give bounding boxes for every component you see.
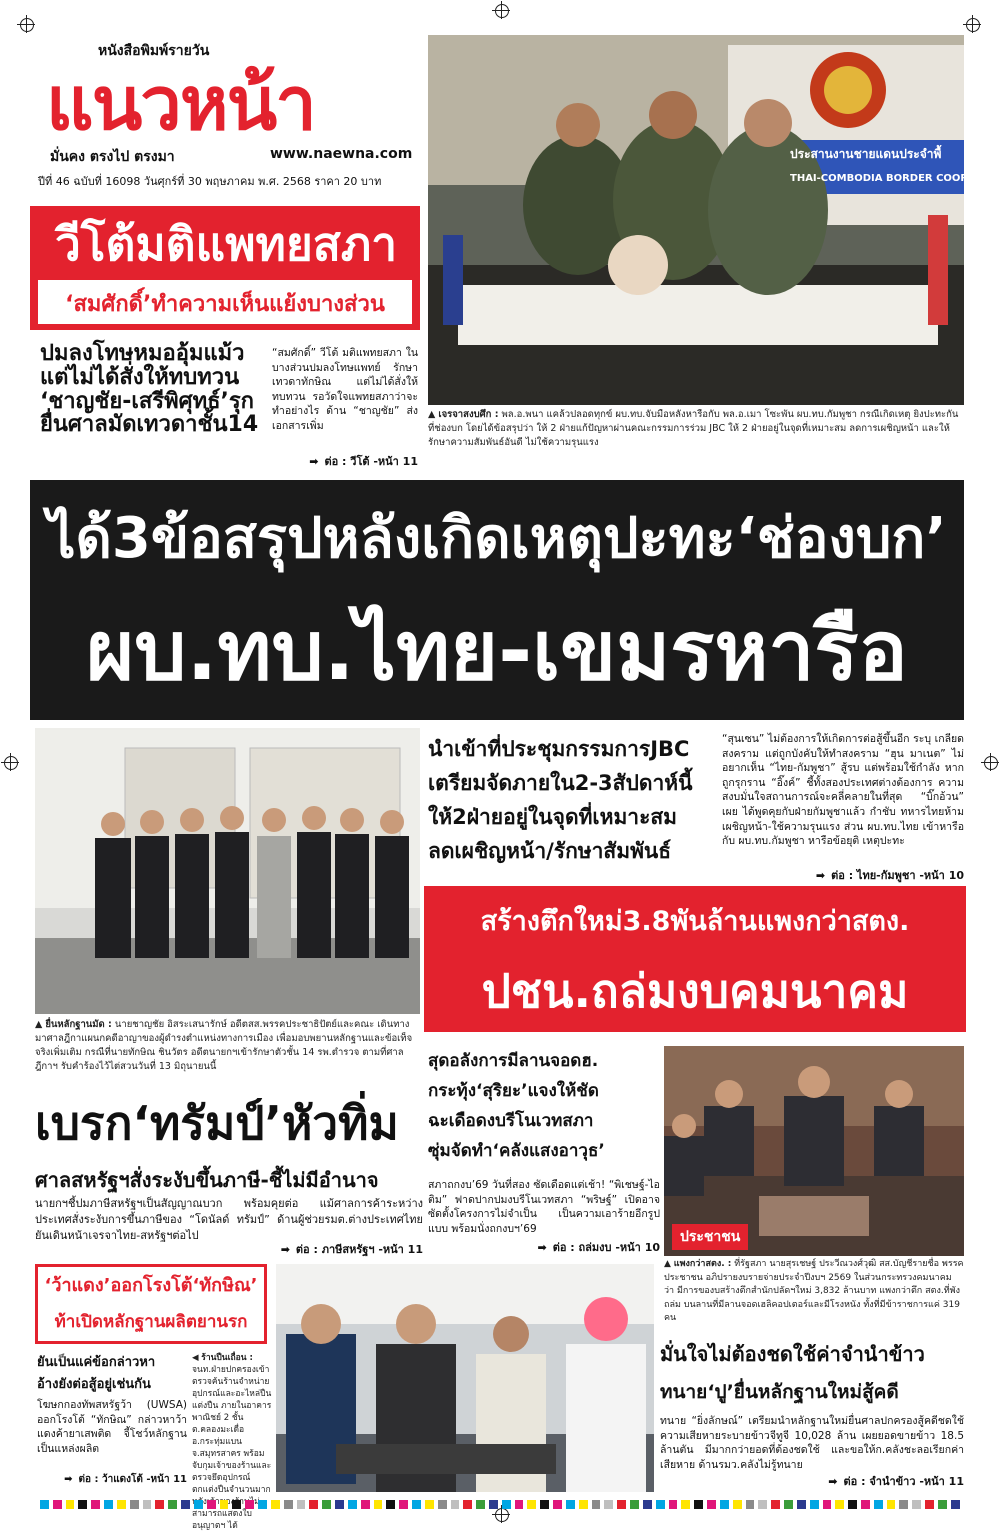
gun-photo-caption <box>192 1352 272 1531</box>
building-continued-text: ต่อ : ถล่มงบ -หน้า 10 <box>552 1241 660 1254</box>
parliament-photo-caption <box>664 1258 964 1328</box>
color-swatch <box>951 1500 960 1509</box>
registration-mark-left <box>4 756 18 770</box>
border-sub-line: ให้2ฝ่ายอยู่ในจุดที่เหมาะสม <box>428 805 678 829</box>
border-continued[interactable] <box>722 866 964 884</box>
red-headline-line2: ท้าเปิดหลักฐานผลิตยานรก <box>54 1312 248 1332</box>
color-swatch <box>104 1500 113 1509</box>
color-swatch <box>553 1500 562 1509</box>
top-photo-illustration <box>428 35 977 405</box>
rice-body: ทนาย “ยิ่งลักษณ์” เตรียมนำหลักฐานใหม่ยื่นศาลปกครองสู้คดีชดใช้ความเสียหายระบายข้าวจีทูจี 10,028 ล้าน เผยยอดขายข้าว 18.5 ล้านตัน มีมากกว่ายอดที่ต้องชดใช้ และขอให้ก.คลังชะลอเรียกค่าเสียหาย ด้านรมว.คลังไม่รู้ทนาย <box>660 1415 964 1471</box>
red-headline-line1: ‘ว้าแดง’ออกโรงโต้‘ทักษิณ’ <box>44 1275 258 1296</box>
building-continued[interactable] <box>428 1238 660 1256</box>
council-subhead-box <box>38 280 412 324</box>
color-swatch <box>53 1500 62 1509</box>
arrow-right-icon: ➡ <box>280 1243 290 1256</box>
trump-continued[interactable] <box>35 1240 423 1258</box>
color-swatch <box>220 1500 229 1509</box>
color-swatch <box>194 1500 203 1509</box>
red-sub-line: อ้างยังต่อสู้อยู่เช่นกัน <box>37 1377 151 1392</box>
trump-body: นายกฯชี้ปมภาษีสหรัฐฯเป็นสัญญาณบวก พร้อมคุยต่อ แม้ศาลการค้าระหว่างประเทศสั่งระงับการขึ้นภาษีของ “โดนัลด์ ทรัมป์” ด้านผู้ช่วยรมต.ต่างประเทศไทยยันเดินหน้าเจรจาไทย-สหรัฐฯต่อไป <box>35 1197 423 1242</box>
registration-mark-top-left <box>20 18 34 32</box>
color-swatch <box>78 1500 87 1509</box>
caption-arrow-icon: ▲ <box>35 1019 46 1030</box>
red-body: โฆษกกองทัพสหรัฐว้า (UWSA) ออกโรงโต้ “ทักษิณ” กล่าวหาว้าแดงค้ายาเสพติด จี้โชว์หลักฐานเป็นแหล่งผลิต <box>37 1399 187 1455</box>
color-swatch <box>130 1500 139 1509</box>
registration-mark-top <box>495 4 509 18</box>
color-swatch <box>925 1500 934 1509</box>
color-swatch <box>322 1500 331 1509</box>
color-swatch <box>630 1500 639 1509</box>
color-swatch <box>335 1500 344 1509</box>
council-subhead: ‘สมศักดิ์’ทำความเห็นแย้งบางส่วน <box>65 292 385 317</box>
border-continued-text: ต่อ : ไทย-กัมพูชา -หน้า 10 <box>831 869 964 882</box>
color-swatch <box>720 1500 729 1509</box>
color-swatch <box>938 1500 947 1509</box>
color-swatch <box>912 1500 921 1509</box>
council-sub-line: แต่ไม่ได้สั่งให้ทบทวน <box>40 364 240 390</box>
color-swatch <box>566 1500 575 1509</box>
color-swatch <box>643 1500 652 1509</box>
parliament-photo <box>664 1046 964 1256</box>
color-swatch <box>848 1500 857 1509</box>
color-swatch <box>861 1500 870 1509</box>
court-photo <box>35 728 420 1014</box>
border-sub-lines <box>428 732 718 880</box>
color-swatch <box>309 1500 318 1509</box>
color-swatch <box>258 1500 267 1509</box>
masthead-url[interactable]: www.naewna.com <box>270 146 413 162</box>
building-sub-line: ฉะเดือดงบรีโนเวทสภา <box>428 1111 594 1131</box>
arrow-right-icon: ➡ <box>64 1474 73 1485</box>
registration-mark-right <box>984 756 998 770</box>
registration-mark-bottom <box>495 1508 509 1522</box>
rice-headline-line2: ทนาย‘ปู’ยื่นหลักฐานใหม่สู้คดี <box>660 1381 899 1403</box>
color-swatch <box>40 1500 49 1509</box>
color-swatch <box>143 1500 152 1509</box>
main-headline-line1: ได้3ข้อสรุปหลังเกิดเหตุปะทะ‘ช่องบก’ <box>47 506 947 571</box>
color-swatch <box>91 1500 100 1509</box>
color-bar-swatches <box>40 1500 960 1509</box>
top-photo-caption-text: พล.อ.พนา แคล้วปลอดทุกข์ ผบ.ทบ.จับมือหลังหารือกับ พล.อ.เมา โซะพัน ผบ.ทบ.กัมพูชา กรณีเกิดเหตุ ยิงปะทะกันที่ช่องบก โดยได้ข้อสรุปว่า ให้ 2 ฝ่ายแก้ปัญหาผ่านคณะกรรมการร่วม JBC ให้ 2 ฝ่ายอยู่ในจุดที่เหมาะสม ลดการเผชิญหน้า และให้รักษาความสัมพันธ์อันดี ไม่ใช้ความรุนแรง <box>428 409 959 448</box>
color-swatch <box>604 1500 613 1509</box>
council-sub-line: ‘ชาญชัย-เสรีพิศุทธ์’รุก <box>40 388 254 414</box>
red-continued[interactable] <box>37 1472 187 1487</box>
masthead <box>38 38 418 198</box>
court-photo-caption-label: ยื่นหลักฐานมัด : <box>45 1019 112 1030</box>
arrow-right-icon: ➡ <box>537 1241 547 1254</box>
caption-arrow-icon: ◀ <box>192 1353 202 1363</box>
color-swatch <box>399 1500 408 1509</box>
court-photo-caption-text: นายชาญชัย อิสระเสนารักษ์ อดีตสส.พรรคประชาธิปัตย์และคณะ เดินทางมาศาลฎีกาแผนกคดีอาญาของผู้ดำรงตำแหน่งทางการเมือง เพื่อมอบพยานหลักฐานและข้อเท็จจริงเพิ่มเติม กรณีที่นายทักษิณ ชินวัตร อดีตนายกฯเข้ารักษาตัวชั้น 14 รพ.ตำรวจ ตามที่ศาลฎีกาฯ รับคำร้องไว้ไต่สวนวันที่ 13 มิถุนายนนี้ <box>35 1019 413 1072</box>
color-swatch <box>797 1500 806 1509</box>
masthead-tagline: หนังสือพิมพ์รายวัน <box>98 43 210 59</box>
red-sub-line: ยันเป็นแค่ข้อกล่าวหา <box>37 1355 156 1370</box>
council-sub-line: ปมลงโทษหมออุ้มแม้ว <box>40 341 245 366</box>
color-swatch <box>694 1500 703 1509</box>
building-sub-lines <box>428 1046 658 1176</box>
color-swatch <box>656 1500 665 1509</box>
rice-continued[interactable] <box>660 1472 964 1490</box>
registration-mark-top-right <box>966 18 980 32</box>
color-swatch <box>284 1500 293 1509</box>
caption-arrow-icon: ▲ <box>664 1259 674 1269</box>
red-continued-text: ต่อ : ว้าแดงโต้ -หน้า 11 <box>78 1474 187 1485</box>
color-swatch <box>707 1500 716 1509</box>
color-swatch <box>374 1500 383 1509</box>
border-sub-line: ลดเผชิญหน้า/รักษาสัมพันธ์ <box>428 839 672 863</box>
rice-continued-text: ต่อ : จำนำข้าว -หน้า 11 <box>843 1475 964 1488</box>
color-swatch <box>245 1500 254 1509</box>
color-swatch <box>527 1500 536 1509</box>
parliament-photo-tag: ประชาชน <box>672 1224 748 1250</box>
building-headline-line2: ปชน.ถล่มงบคมนาคม <box>481 964 909 1018</box>
print-color-bar <box>40 1500 960 1510</box>
court-photo-caption <box>35 1018 420 1076</box>
red-headline-box <box>35 1264 267 1344</box>
gun-photo-caption-label: ร้านปืนเถื่อน : <box>201 1353 253 1363</box>
building-sub-line: สุดอลังการมีลานจอดฮ. <box>428 1051 599 1071</box>
council-sub-lines <box>40 342 270 470</box>
masthead-slogan: มั่นคง ตรงไป ตรงมา <box>50 149 175 165</box>
color-swatch <box>155 1500 164 1509</box>
masthead-issue-line: ปีที่ 46 ฉบับที่ 16098 วันศุกร์ที่ 30 พฤษภาคม พ.ศ. 2568 ราคา 20 บาท <box>38 175 382 188</box>
red-sub-lines <box>37 1352 187 1398</box>
color-swatch <box>181 1500 190 1509</box>
parliament-photo-caption-label: แพงกว่าสตง. : <box>673 1259 732 1269</box>
council-headline: วีโต้มติแพทยสภา <box>54 217 398 271</box>
building-sub-line: กระทุ้ง‘สุริยะ’แจงให้ชัด <box>428 1081 599 1101</box>
gun-photo-caption-text: จนท.ฝ่ายปกครองเข้าตรวจค้นร้านจำหน่ายอุปกรณ์และอะไหล่ปืนแต่งปืน ภายในอาคารพาณิชย์ 2 ชั้น ต.คลองมะเดื่อ อ.กระทุ่มแบน จ.สมุทรสาคร พร้อมจับกุมเจ้าของร้านและตรวจยึดอุปกรณ์ตกแต่งปืนจำนวนมาก ง า า ไม่สามารถแสดงใบอนุญาตฯ ได้ <box>192 1365 272 1531</box>
main-headline-box <box>30 480 964 720</box>
color-swatch <box>733 1500 742 1509</box>
top-photo-caption-label: เจรจาสงบศึก : <box>438 409 499 420</box>
color-swatch <box>438 1500 447 1509</box>
caption-arrow-icon: ▲ <box>428 409 439 420</box>
color-swatch <box>425 1500 434 1509</box>
color-swatch <box>515 1500 524 1509</box>
arrow-right-icon: ➡ <box>309 455 319 468</box>
arrow-right-icon: ➡ <box>815 869 826 882</box>
color-swatch <box>489 1500 498 1509</box>
top-photo-sign-line1: ประสานงานชายแดนประจำพื้ <box>790 147 942 161</box>
color-swatch <box>899 1500 908 1509</box>
color-swatch <box>669 1500 678 1509</box>
council-continued[interactable] <box>272 452 418 470</box>
color-swatch <box>784 1500 793 1509</box>
arrow-right-icon: ➡ <box>828 1475 838 1488</box>
color-swatch <box>168 1500 177 1509</box>
council-continued-text: ต่อ : วีโต้ -หน้า 11 <box>324 455 418 468</box>
trump-subhead: ศาลสหรัฐฯสั่งระงับขึ้นภาษี-ชี้ไม่มีอำนาจ <box>35 1168 379 1192</box>
color-swatch <box>874 1500 883 1509</box>
gun-photo-illustration <box>276 1264 654 1492</box>
color-swatch <box>771 1500 780 1509</box>
council-sub-line: ยื่นศาลมัดเทวดาชั้น14 <box>40 412 259 438</box>
rice-headline-line1: มั่นใจไม่ต้องชดใช้ค่าจำนำข้าว <box>660 1342 925 1366</box>
council-headline-box <box>30 206 420 330</box>
top-photo-caption <box>428 408 964 466</box>
building-headline-line1: สร้างตึกใหม่3.8พันล้านแพงกว่าสตง. <box>480 906 910 937</box>
color-swatch <box>361 1500 370 1509</box>
color-swatch <box>681 1500 690 1509</box>
color-swatch <box>746 1500 755 1509</box>
color-swatch <box>207 1500 216 1509</box>
border-sub-line: เตรียมจัดภายใน2-3สัปดาห์นี้ <box>428 771 693 795</box>
color-swatch <box>617 1500 626 1509</box>
trump-headline: เบรก‘ทรัมป์’หัวทิ่ม <box>35 1096 399 1150</box>
color-swatch <box>297 1500 306 1509</box>
color-swatch <box>66 1500 75 1509</box>
building-body: สภาถกงบ’69 วันที่สอง ซัดเดือดแต่เช้า! “พิเชษฐ์-ไอติม” ฟาดปากปมงบรีโนเวทสภา “พริษฐ์” เปิดอาจซัดตั้งโครงการไม่จำเป็น เป็นความเอาร้ายอีกรูปแบบ พร้อมนั่งถกงบฯ’69 <box>428 1179 660 1235</box>
border-body: “สุนเซน” ไม่ต้องการให้เกิดการต่อสู้ขึ้นอีก ระบุ เกลียดสงคราม แต่ถูกบังคับให้ทำสงคราม “ฮุน มาเนต” ไม่อยากเห็น “ไทย-กัมพูชา” สู้รบ แต่พร้อมใช้กำลัง หากถูกรุกราน “อิ๊งค์” ชี้ทั้งสองประเทศต่างต้องการ ความสงบมั่นใจสถานการณ์จะคลี่คลายในที่สุด “บิ๊กอ้วน” เผย ได้พูดคุยกับฝ่ายกัมพูชาแล้ว กำชับ ทหารไทยห้ามเผชิญหน้า-ใช้ความรุนแรง ส่วน ผบ.ทบ.ไทย เข้าหารือกับ ผบ.ทบ.กัมพูชา หารือข้อยุติ เหตุปะทะ <box>722 733 964 848</box>
color-swatch <box>540 1500 549 1509</box>
top-photo-sign-line2: THAI-COMBODIA BORDER COORD <box>790 173 977 184</box>
color-swatch <box>271 1500 280 1509</box>
color-swatch <box>810 1500 819 1509</box>
color-swatch <box>386 1500 395 1509</box>
color-swatch <box>232 1500 241 1509</box>
color-swatch <box>758 1500 767 1509</box>
color-swatch <box>502 1500 511 1509</box>
color-swatch <box>476 1500 485 1509</box>
building-sub-line: ซุ่มจัดทำ‘คลังแสงอาวุธ’ <box>428 1141 605 1161</box>
color-swatch <box>887 1500 896 1509</box>
color-swatch <box>592 1500 601 1509</box>
main-headline-line2: ผบ.ทบ.ไทย-เขมรหารือ <box>86 604 908 699</box>
color-swatch <box>835 1500 844 1509</box>
color-swatch <box>579 1500 588 1509</box>
border-sub-line: นำเข้าที่ประชุมกรรมการJBC <box>428 737 690 761</box>
trump-continued-text: ต่อ : ภาษีสหรัฐฯ -หน้า 11 <box>295 1243 423 1256</box>
color-swatch <box>823 1500 832 1509</box>
color-swatch <box>412 1500 421 1509</box>
color-swatch <box>117 1500 126 1509</box>
color-swatch <box>451 1500 460 1509</box>
parliament-photo-caption-text: ที่รัฐสภา นายสุรเชษฐ์ ประวีณวงศ์วุฒิ สส.บัญชีรายชื่อ พรรคประชาชน อภิปรายงบรายจ่ายประจำปีงบฯ 2569 ในส่วนกระทรวงคมนาคม ว่า มีการของบสร้างตึกสำนักปลัดฯใหม่ 3,832 ล้านบาท แพงกว่าตึก สตง.ที่พังถล่ม บนลานที่มีลานจอดเฮลิคอปเตอร์และมีโรงหนัง ทั้งที่มีข้าราชการแค่ 319 คน <box>664 1259 964 1323</box>
masthead-logo: แนวหน้า <box>46 61 315 147</box>
top-photo <box>428 35 977 405</box>
color-swatch <box>463 1500 472 1509</box>
color-swatch <box>348 1500 357 1509</box>
building-headline-box <box>424 886 966 1032</box>
court-photo-illustration <box>35 728 420 1014</box>
council-body: “สมศักดิ์” วีโต้ มติแพทยสภา ในบางส่วนปมลงโทษแพทย์ รักษาเทวดาทักษิณ แต่ไม่ได้สั่งให้ทบทวน รอวัดใจแพทยสภาว่าจะทำอย่างไร ด้าน “ชาญชัย” ส่งเอกสารเพิ่ม <box>272 347 418 432</box>
gun-photo <box>276 1264 654 1492</box>
